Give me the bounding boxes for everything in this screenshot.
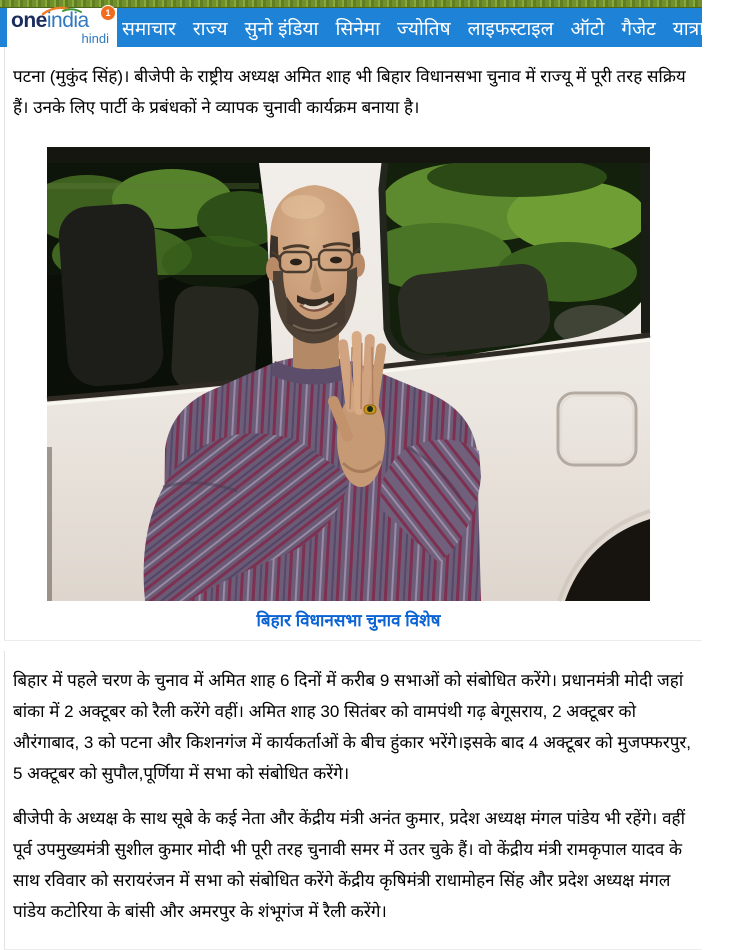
- logo-one-badge: 1: [101, 6, 115, 20]
- car-rear-pillar: [641, 163, 650, 337]
- eye-left: [290, 259, 302, 266]
- article-figure: [47, 147, 650, 631]
- car-window-left: [29, 163, 287, 405]
- article-top-section: [4, 47, 702, 641]
- nav-item-lifestyle[interactable]: लाइफस्टाइल: [467, 18, 554, 40]
- nav-item-yatra[interactable]: यात्रा: [672, 18, 705, 40]
- oneindia-logo[interactable]: [7, 8, 117, 53]
- article-paragraph-1: पटना (मुकुंद सिंह)। बीजेपी के राष्ट्रीय अध्यक्ष अमित शाह भी बिहार विधानसभा चुनाव में राज्यू में पूरी तरह सक्रिय हैं। उनके लिए पार्टी के प्रबंधकों ने व्यापक चुनावी कार्यक्रम बनाया है।: [13, 67, 686, 117]
- article-paragraph-2: बिहार में पहले चरण के चुनाव में अमित शाह 6 दिनों में करीब 9 सभाओं को संबोधित करेंगे। प्रधानमंत्री मोदी जहां बांका में 2 अक्टूबर को रैली करेंगे वहीं। अमित शाह 30 सितंबर को वामपंथी गढ़ बेगूसराय, 2 अक्टूबर को औरंगाबाद, 3 को पटना और किशनगंज में कार्यकर्ताओं के बीच हुंकार भरेंगे।इसके बाद 4 अक्टूबर को मुजफ्फरपुर, 5 अक्टूबर को सुपौल,पूर्णिया में सभा को संबोधित करेंगे।: [13, 671, 692, 783]
- nav-item-samachar[interactable]: समाचार: [122, 18, 176, 40]
- nav-item-suno-india[interactable]: सुनो इंडिया: [244, 18, 319, 40]
- main-navigation: [122, 8, 743, 47]
- nav-item-gadget[interactable]: गैजेट: [621, 18, 656, 40]
- nav-item-gallery[interactable]: गैत: [721, 18, 743, 40]
- eye-right: [330, 257, 342, 264]
- tricolor-swoosh-icon: [39, 5, 85, 15]
- logo-text-india: india: [46, 9, 89, 32]
- article-paragraph-3: बीजेपी के अध्यक्ष के साथ सूबे के कई नेता और केंद्रीय मंत्री अनंत कुमार, प्रदेश अध्यक्ष मंगल पांडेय भी रहेंगे। वहीं पूर्व उपमुख्यमंत्री सुशील कुमार मोदी भी पूरी तरह चुनावी समर में उतर चुके हैं। वो केंद्रीय मंत्री रामकृपाल यादव के साथ रविवार को सरायरंजन में सभा को संबोधित करेंगे केंद्रीय कृषिमंत्री राधामोहन सिंह और प्रदेश अध्यक्ष मंगल पांडेय कटोरिया के बांसी और अमरपुर के शंभूगंज में रैली करेंगे।: [13, 809, 685, 921]
- car-seat-headrest-right: [395, 261, 553, 356]
- nav-item-cinema[interactable]: सिनेमा: [335, 18, 381, 40]
- nav-item-jyotish[interactable]: ज्योतिष: [397, 18, 451, 40]
- amit-shah-photo: [47, 147, 650, 601]
- nav-item-rajya[interactable]: राज्य: [192, 18, 228, 40]
- site-header: [0, 8, 743, 47]
- nav-item-auto[interactable]: ऑटो: [570, 18, 605, 40]
- article-bottom-section: [4, 651, 702, 950]
- logo-hindi-label: hindi: [81, 31, 109, 46]
- car-roof-rail: [47, 147, 650, 163]
- image-caption-link[interactable]: बिहार विधानसभा चुनाव विशेष: [256, 611, 441, 630]
- car-seat-headrest-left: [57, 202, 165, 388]
- logo-text-one: one: [11, 9, 47, 32]
